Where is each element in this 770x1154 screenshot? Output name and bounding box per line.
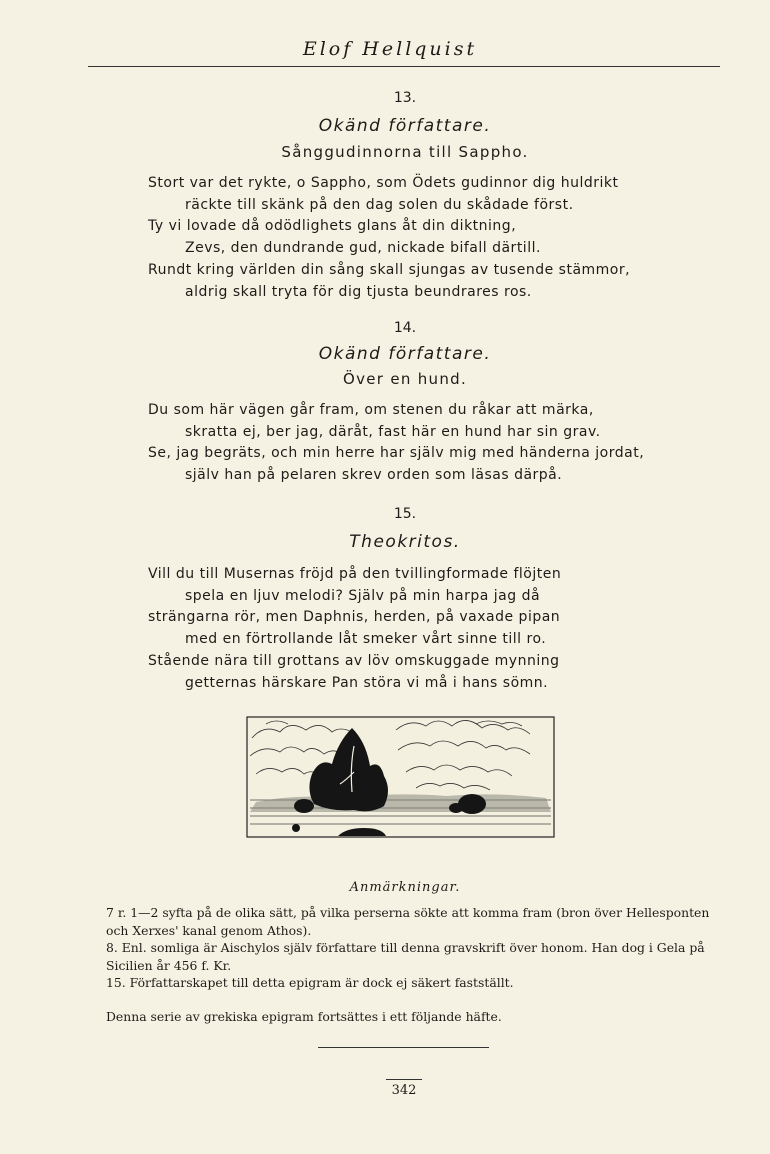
poem-line: själv han på pelaren skrev orden som läsas därpå. [185, 467, 563, 484]
poem-line: strängarna rör, men Daphnis, herden, på vaxade pipan [148, 609, 561, 626]
poem-line: getternas härskare Pan störa vi må i hans sömn. [185, 674, 549, 691]
closing-rule [318, 1047, 489, 1048]
section-13-number: 13. [393, 90, 417, 106]
section-15-poem [148, 564, 561, 694]
poem-line: skratta ej, ber jag, däråt, fast här en hund har sin grav. [185, 423, 601, 440]
notes-closing: Denna serie av grekiska epigram fortsättes i ett följande häfte. [106, 1008, 502, 1024]
running-head: Elof Hellquist [302, 38, 478, 60]
poem-line: Stort var det rykte, o Sappho, som Ödets gudinnor dig huldrikt [148, 175, 619, 191]
notes-heading: Anmärkningar. [349, 880, 461, 895]
section-14-author: Okänd författare. [318, 344, 492, 364]
section-14-poem [148, 400, 644, 487]
poem-line: Du som här vägen går fram, om stenen du råkar att märka, [148, 402, 594, 418]
page-number: 342 [386, 1079, 422, 1098]
section-15-number: 15. [393, 506, 417, 522]
header-rule [88, 66, 720, 67]
section-13-poem [148, 173, 630, 303]
landscape-vignette [246, 716, 555, 838]
section-15-author: Theokritos. [349, 532, 461, 552]
note-item: 8. Enl. somliga är Aischylos själv författare till denna gravskrift över honom. Han dog i Gela på Sicilien år 456 f. Kr. [106, 940, 705, 973]
poem-line: Se, jag begräts, och min herre har själv mig med händerna jordat, [148, 445, 645, 462]
section-14-title: Över en hund. [342, 370, 468, 388]
poem-line: spela en ljuv melodi? Själv på min harpa jag då [185, 587, 541, 604]
section-14-number: 14. [393, 320, 417, 336]
poem-line: Vill du till Musernas fröjd på den tvillingformade flöjten [148, 566, 562, 582]
poem-line: Stående nära till grottans av löv omskuggade mynning [148, 652, 560, 669]
poem-line: med en förtrollande låt smeker vårt sinne till ro. [185, 631, 547, 648]
section-13-title: Sånggudinnorna till Sappho. [281, 143, 529, 161]
poem-line: Rundt kring världen din sång skall sjungas av tusende stämmor, [148, 261, 631, 278]
note-item: 15. Författarskapet till detta epigram är dock ej säkert fastställt. [106, 975, 514, 991]
note-item: 7 r. 1—2 syfta på de olika sätt, på vilka perserna sökte att komma fram (bron över Hellesponten och Xerxes' kanal genom Athos). [106, 905, 710, 938]
poem-line: räckte till skänk på den dag solen du skådade först. [185, 196, 574, 213]
poem-line: aldrig skall tryta för dig tjusta beundrares ros. [185, 283, 532, 300]
section-13-author: Okänd författare. [318, 116, 492, 136]
poem-line: Zevs, den dundrande gud, nickade bifall därtill. [185, 240, 541, 257]
notes-block [106, 904, 722, 1026]
poem-line: Ty vi lovade då odödlighets glans åt din diktning, [148, 218, 517, 235]
